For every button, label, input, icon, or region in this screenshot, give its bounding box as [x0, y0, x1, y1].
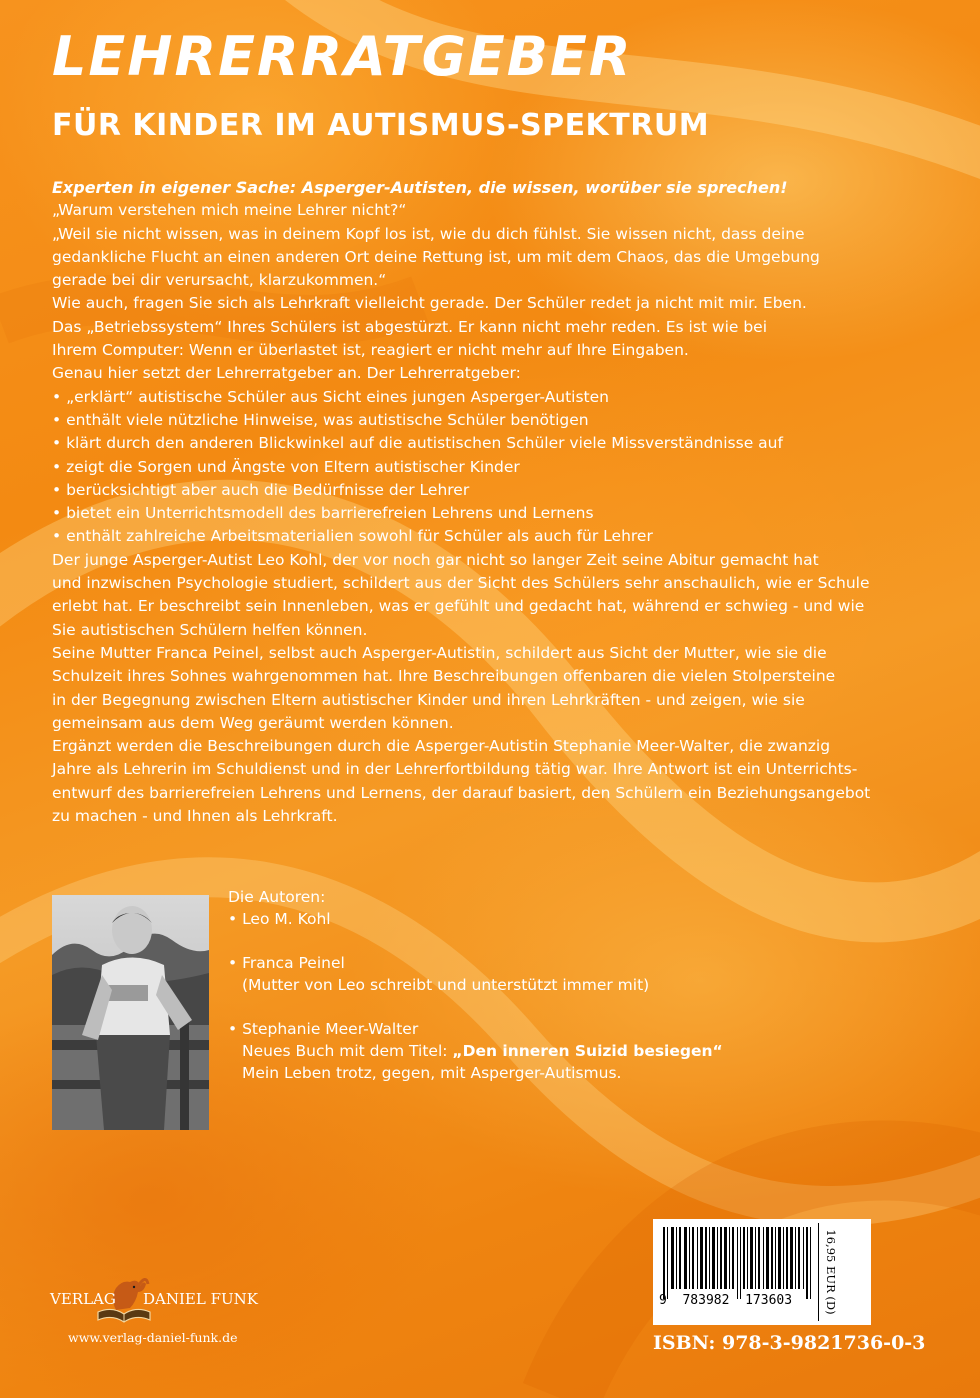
blurb-line: Sie autistischen Schülern helfen können. — [52, 620, 368, 639]
blurb-line: Genau hier setzt der Lehrerratgeber an. Der Lehrerratgeber: — [52, 364, 521, 383]
blurb-bullet: • enthält viele nützliche Hinweise, was autistische Schüler benötigen — [52, 410, 589, 429]
author-item: • Leo M. Kohl — [228, 910, 331, 928]
publisher-word-left: VERLAG — [50, 1290, 116, 1308]
blurb-line: Schulzeit ihres Sohnes wahrgenommen hat. Ihre Beschreibungen offenbaren die vielen Stolpersteine — [52, 667, 836, 686]
authors-list — [228, 886, 723, 1084]
blurb-line: gedankliche Flucht an einen anderen Ort deine Rettung ist, um mit dem Chaos, das die Umgebung — [52, 247, 820, 266]
publisher-word-right: DANIEL FUNK — [143, 1290, 258, 1308]
publisher-logo-block — [50, 1268, 260, 1368]
barcode — [653, 1219, 871, 1325]
blurb-bullet: • zeigt die Sorgen und Ängste von Eltern autistischer Kinder — [52, 457, 520, 476]
authors-heading: Die Autoren: — [228, 888, 326, 906]
author-note — [228, 1040, 723, 1062]
blurb-line: und inzwischen Psychologie studiert, schildert aus der Sicht des Schülers sehr anschaulich, wie er Schule — [52, 574, 870, 593]
blurb-line: zu machen - und Ihnen als Lehrkraft. — [52, 807, 338, 826]
book-prefix: Neues Buch mit dem Titel: — [242, 1042, 453, 1060]
isbn: ISBN: 978-3-9821736-0-3 — [653, 1332, 926, 1354]
blurb-line: „Weil sie nicht wissen, was in deinem Kopf los ist, wie du dich fühlst. Sie wissen nicht, dass deine — [52, 224, 805, 243]
publisher-url[interactable]: www.verlag-daniel-funk.de — [68, 1330, 238, 1345]
book-title: LEHRERRATGEBER — [52, 25, 633, 88]
barcode-digits: 9 783982 173603 — [659, 1293, 793, 1308]
blurb-line: Ihrem Computer: Wenn er überlastet ist, reagiert er nicht mehr auf Ihre Eingaben. — [52, 341, 689, 360]
author-item: • Stephanie Meer-Walter — [228, 1020, 419, 1038]
blurb-line: gerade bei dir verursacht, klarzukommen.“ — [52, 271, 387, 290]
blurb-line: gemeinsam aus dem Weg geräumt werden können. — [52, 713, 454, 732]
blurb-bullet: • klärt durch den anderen Blickwinkel auf die autistischen Schüler viele Missverständnisse auf — [52, 434, 783, 453]
blurb-line: in der Begegnung zwischen Eltern autistischer Kinder und ihren Lehrkräften - und zeigen, wie sie — [52, 690, 805, 709]
author-note: (Mutter von Leo schreibt und unterstützt immer mit) — [242, 976, 650, 994]
blurb-bullet: • enthält zahlreiche Arbeitsmaterialien sowohl für Schüler als auch für Lehrer — [52, 527, 653, 546]
blurb-lead: Experten in eigener Sache: Asperger-Autisten, die wissen, worüber sie sprechen! — [52, 178, 788, 197]
book-title-reference: „Den inneren Suizid besiegen“ — [452, 1042, 723, 1060]
blurb-line: „Warum verstehen mich meine Lehrer nicht?“ — [52, 201, 407, 220]
blurb-line: Der junge Asperger-Autist Leo Kohl, der vor noch gar nicht so langer Zeit seine Abitur gemacht hat — [52, 550, 819, 569]
blurb-line: Ergänzt werden die Beschreibungen durch die Asperger-Autistin Stephanie Meer-Walter, die zwanzig — [52, 737, 831, 756]
author-note: Mein Leben trotz, gegen, mit Asperger-Autismus. — [242, 1064, 622, 1082]
author-photo — [52, 895, 209, 1130]
author-item: • Franca Peinel — [228, 954, 345, 972]
blurb-line: entwurf des barrierefreien Lehrens und Lernens, der darauf basiert, den Schülern ein Beziehungsangebot — [52, 783, 871, 802]
blurb-line: Wie auch, fragen Sie sich als Lehrkraft vielleicht gerade. Der Schüler redet ja nicht mit mir. Eben. — [52, 294, 807, 313]
blurb-line: Das „Betriebssystem“ Ihres Schülers ist abgestürzt. Er kann nicht mehr reden. Es ist wie bei — [52, 317, 768, 336]
price-text: 16,95 EUR (D) — [824, 1229, 838, 1315]
book-subtitle: FÜR KINDER IM AUTISMUS-SPEKTRUM — [52, 108, 710, 143]
blurb-bullet: • bietet ein Unterrichtsmodell des barrierefreien Lehrens und Lernens — [52, 504, 594, 523]
blurb-bullet: • berücksichtigt aber auch die Bedürfnisse der Lehrer — [52, 480, 470, 499]
blurb-bullet: • „erklärt“ autistische Schüler aus Sicht eines jungen Asperger-Autisten — [52, 387, 609, 406]
blurb — [52, 176, 932, 828]
blurb-line: erlebt hat. Er beschreibt sein Innenleben, was er gefühlt und gedacht hat, während er schwieg - und wie — [52, 597, 865, 616]
blurb-line: Seine Mutter Franca Peinel, selbst auch Asperger-Autistin, schildert aus Sicht der Mutter, wie sie die — [52, 643, 827, 662]
blurb-line: Jahre als Lehrerin im Schuldienst und in der Lehrerfortbildung tätig war. Ihre Antwort ist ein Unterrichts- — [52, 760, 858, 779]
